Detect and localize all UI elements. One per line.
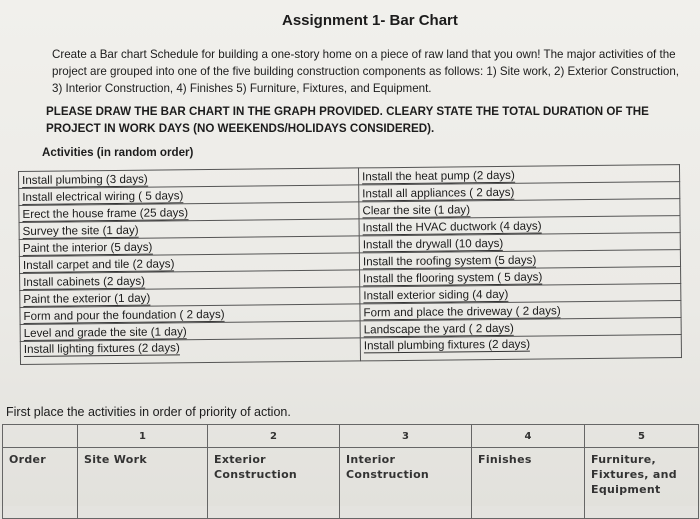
activity-cell: Form and place the driveway ( 2 days) <box>360 301 681 321</box>
page-title: Assignment 1- Bar Chart <box>282 12 458 29</box>
activities-table <box>18 164 682 365</box>
activity-cell: Landscape the yard ( 2 days) <box>360 318 681 338</box>
order-label-cell: Furniture, Fixtures, and Equipment <box>585 448 699 519</box>
order-label-cell: Finishes <box>472 448 585 519</box>
order-number-cell: 1 <box>78 425 208 448</box>
activity-cell: Install all appliances ( 2 days) <box>359 182 680 202</box>
activity-cell: Install exterior siding (4 day) <box>360 284 681 304</box>
activity-cell: Paint the exterior (1 day) <box>20 287 360 308</box>
activity-cell: Install plumbing fixtures (2 days) <box>360 335 681 361</box>
activity-cell: Paint the interior (5 days) <box>19 236 359 257</box>
order-number-row <box>3 425 699 448</box>
activity-cell: Form and pour the foundation ( 2 days) <box>20 304 360 325</box>
intro-paragraph: Create a Bar chart Schedule for building a one-story home on a piece of raw land that you own! The major activities of the project are grouped into one of the five building construction components as follows: 1) Site work, 2) Exterior Construction, 3) Interior Construction, 4) Finishes 5) Furniture, Fixtures, and Equipment. <box>52 48 680 95</box>
order-number-cell: 5 <box>585 425 699 448</box>
order-instruction: First place the activities in order of priority of action. <box>6 405 291 419</box>
activity-cell: Install the heat pump (2 days) <box>358 165 679 185</box>
activity-cell: Level and grade the site (1 day) <box>20 321 360 342</box>
order-label-cell: Exterior Construction <box>208 448 340 519</box>
activity-cell: Clear the site (1 day) <box>359 199 680 219</box>
activity-cell: Erect the house frame (25 days) <box>19 202 359 223</box>
activity-cell: Install electrical wiring ( 5 days) <box>19 185 359 206</box>
order-number-cell: 4 <box>472 425 585 448</box>
activity-cell: Install the drywall (10 days) <box>359 233 680 253</box>
activity-cell: Install lighting fixtures (2 days) <box>20 338 360 365</box>
activity-cell: Install carpet and tile (2 days) <box>19 253 359 274</box>
order-table <box>2 424 699 519</box>
order-label-row <box>3 448 699 519</box>
order-label-cell: Site Work <box>78 448 208 519</box>
activity-cell: Install the HVAC ductwork (4 days) <box>359 216 680 236</box>
activity-cell: Install the flooring system ( 5 days) <box>360 267 681 287</box>
activity-cell: Install the roofing system (5 days) <box>359 250 680 270</box>
activity-cell: Survey the site (1 day) <box>19 219 359 240</box>
order-number-cell: 2 <box>208 425 340 448</box>
order-label-cell: Order <box>3 448 78 519</box>
activity-cell: Install cabinets (2 days) <box>20 270 360 291</box>
activity-cell: Install plumbing (3 days) <box>19 168 359 189</box>
order-number-cell: 3 <box>340 425 472 448</box>
order-label-cell: Interior Construction <box>340 448 472 519</box>
order-number-cell <box>3 425 78 448</box>
activities-heading: Activities (in random order) <box>42 146 194 159</box>
instruction-paragraph: PLEASE DRAW THE BAR CHART IN THE GRAPH PROVIDED. CLEARY STATE THE TOTAL DURATION OF THE PROJECT IN WORK DAYS (NO WEEKENDS/HOLIDAYS CONSIDERED). <box>46 105 649 135</box>
